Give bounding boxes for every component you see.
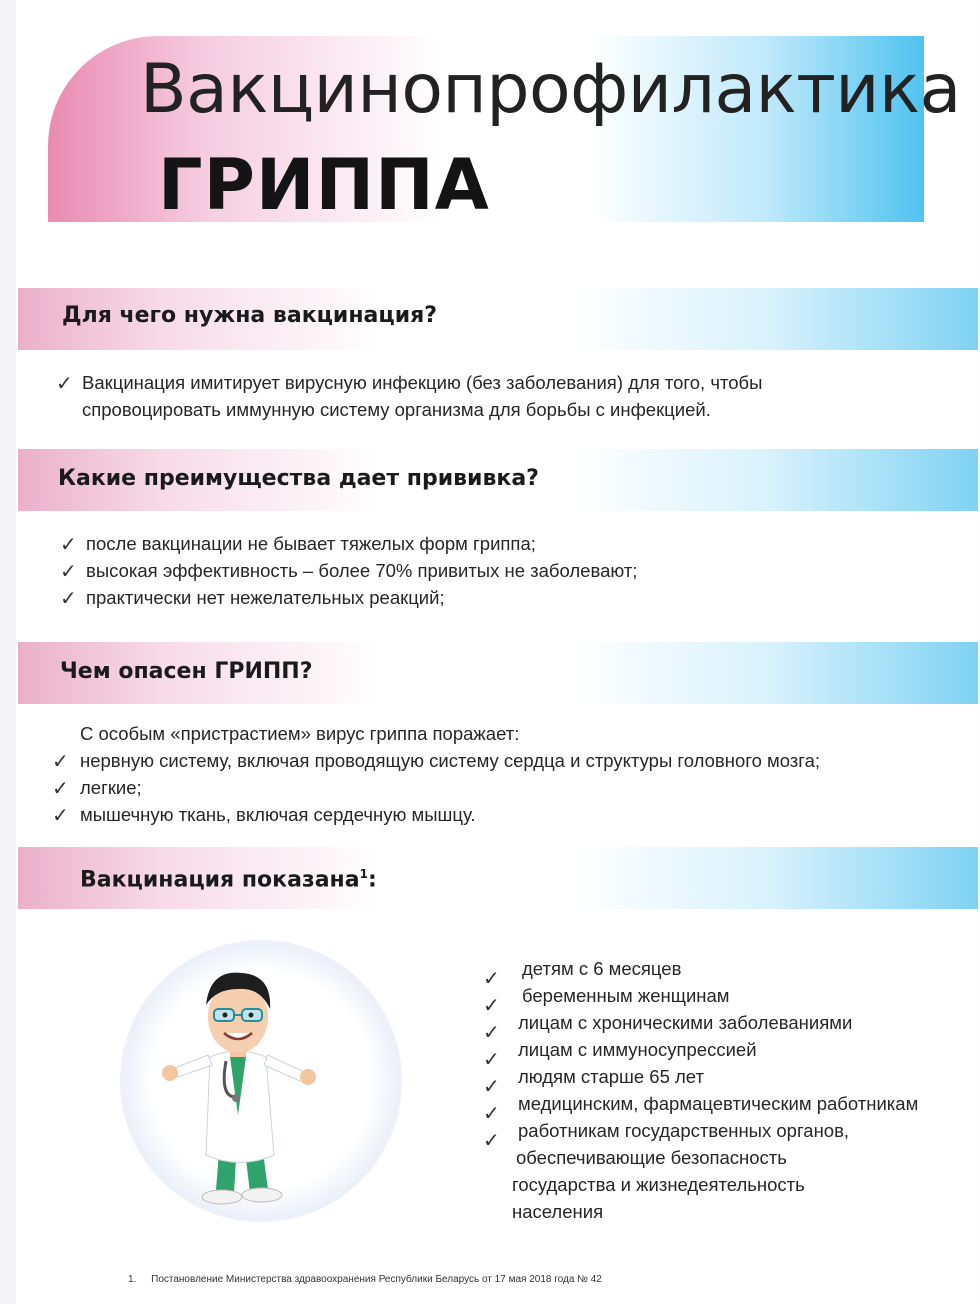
check-icon: ✓ (52, 776, 69, 800)
check-icon: ✓ (60, 559, 77, 583)
text-line: Вакцинация имитирует вирусную инфекцию (без заболевания) для того, чтобы (82, 372, 763, 393)
list-item-continuation: населения (512, 1201, 604, 1222)
section-heading-benefits: Какие преимущества дает прививка? (58, 466, 539, 491)
check-icon: ✓ (483, 1128, 500, 1152)
page-title: Вакцинопрофилактика (140, 50, 961, 129)
check-icon: ✓ (483, 1101, 500, 1125)
footnote-marker: 1 (359, 867, 368, 881)
check-icon: ✓ (483, 1074, 500, 1098)
check-icon: ✓ (483, 1047, 500, 1071)
heading-colon: : (367, 867, 377, 893)
check-icon: ✓ (52, 749, 69, 773)
footnote-text: Постановление Министерства здравоохранения Республики Беларусь от 17 мая 2018 года № 42 (151, 1274, 602, 1285)
list-item-continuation: обеспечивающие безопасность (516, 1147, 787, 1168)
section-intro: С особым «пристрастием» вирус гриппа поражает: (80, 723, 520, 744)
list-item: лицам с хроническими заболеваниями (518, 1012, 853, 1033)
section-heading-indicated (80, 867, 377, 892)
page-edge (0, 0, 16, 1304)
list-item: высокая эффективность – более 70% привитых не заболевают; (86, 560, 638, 581)
section-heading-why: Для чего нужна вакцинация? (62, 303, 437, 328)
list-item: легкие; (80, 777, 142, 798)
list-item: работникам государственных органов, (518, 1120, 850, 1141)
check-icon: ✓ (483, 966, 500, 990)
doctor-illustration (150, 965, 330, 1220)
check-icon: ✓ (60, 586, 77, 610)
check-icon: ✓ (483, 993, 500, 1017)
footnote-number: 1. (128, 1274, 137, 1285)
heading-text: Вакцинация показана (80, 867, 360, 893)
footnote (128, 1274, 602, 1285)
list-item: медицинским, фармацевтическим работникам (518, 1093, 919, 1114)
text-line: спровоцировать иммунную систему организма для борьбы с инфекцией. (82, 399, 711, 420)
page-subtitle: ГРИППА (158, 144, 490, 226)
list-item: мышечную ткань, включая сердечную мышцу. (80, 804, 476, 825)
list-item-continuation: государства и жизнедеятельность (512, 1174, 805, 1195)
list-item: беременным женщинам (522, 985, 730, 1006)
list-item: детям с 6 месяцев (522, 958, 682, 979)
check-icon: ✓ (483, 1020, 500, 1044)
list-item: лицам с иммуносупрессией (518, 1039, 757, 1060)
list-item: после вакцинации не бывает тяжелых форм гриппа; (86, 533, 536, 554)
section-heading-danger: Чем опасен ГРИПП? (60, 659, 313, 684)
check-icon: ✓ (56, 371, 73, 395)
list-item: людям старше 65 лет (518, 1066, 704, 1087)
check-icon: ✓ (60, 532, 77, 556)
list-item: нервную систему, включая проводящую систему сердца и структуры головного мозга; (80, 750, 821, 771)
check-icon: ✓ (52, 803, 69, 827)
list-item: практически нет нежелательных реакций; (86, 587, 445, 608)
